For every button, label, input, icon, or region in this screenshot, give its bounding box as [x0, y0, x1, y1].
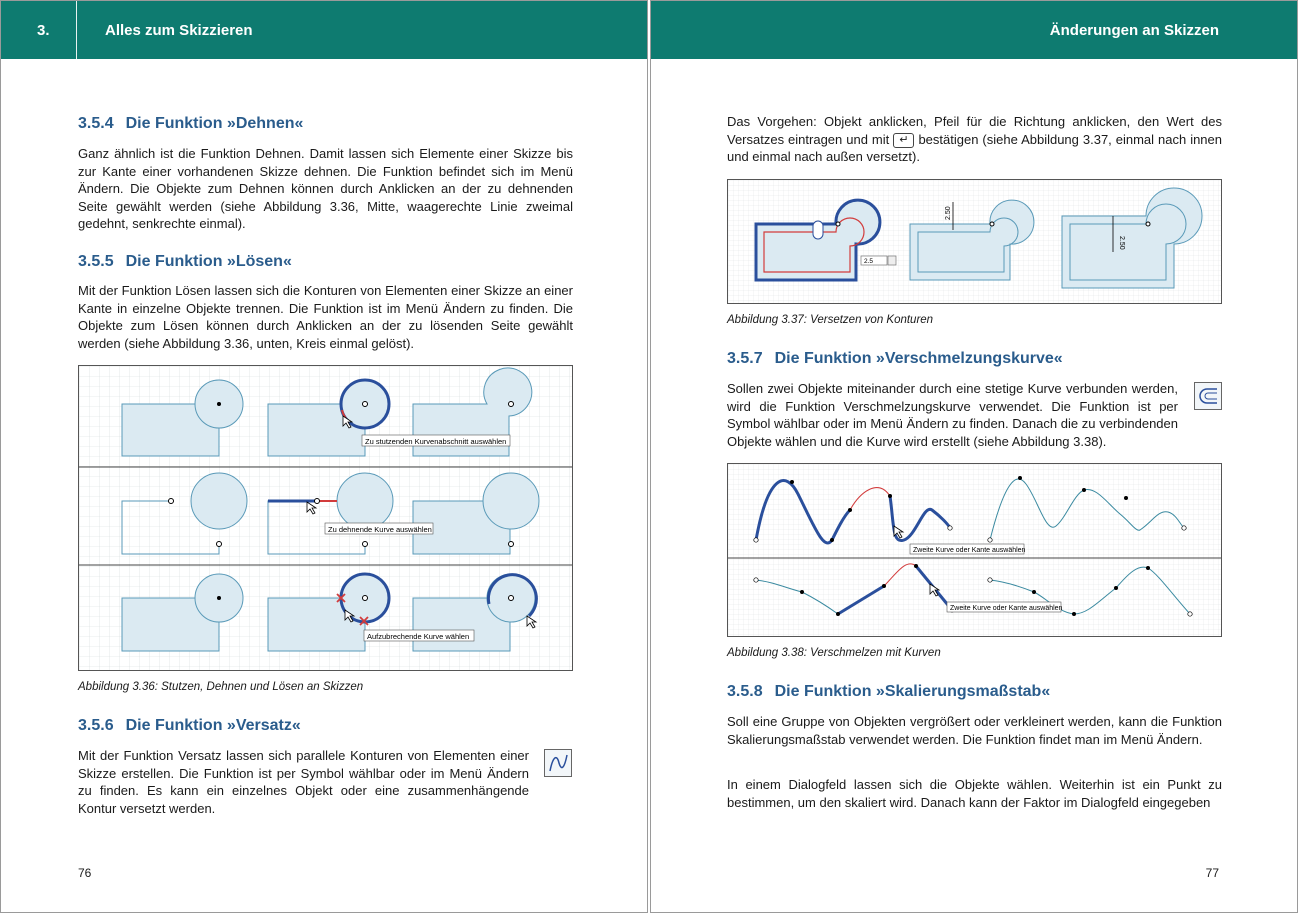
- section-heading-3-5-4: [78, 115, 303, 133]
- figure-3-36: [78, 365, 573, 671]
- section-heading-3-5-7: [727, 350, 1063, 368]
- figure-3-36-drawing: [79, 366, 573, 671]
- section-title: Die Funktion »Skalierungsmaßstab«: [774, 683, 1051, 700]
- section-paragraph: Sollen zwei Objekte miteinander durch eine stetige Kurve verbunden werden, wird die Funktion Verschmelzungskurve verwendet. Die Funktion ist per Symbol wählbar oder im Menü Ändern zu finden. Danach die zu verbindenden Objekte wählen und die Kurve wird erstellt (siehe Abbildung 3.38).: [727, 381, 1178, 449]
- tooltip-trim: Zu stutzenden Kurvenabschnitt auswählen: [365, 437, 507, 446]
- chapter-header: [651, 1, 1297, 59]
- section-title: Die Funktion »Lösen«: [125, 253, 292, 270]
- offset-input-value: 2.5: [864, 258, 874, 265]
- figure-3-37: [727, 179, 1222, 304]
- dimension-label: 2.50: [1118, 236, 1125, 250]
- section-paragraph: Mit der Funktion Lösen lassen sich die Konturen von Elementen einer Skizze an einer Kante in einzelne Objekte trennen. Die Funktion ist im Menü Ändern zu finden. Die Objekte zum Lösen können durch Anklicken an der zu lösenden Seite gewählt werden (siehe Abbildung 3.36, unten, Kreis einmal gelöst).: [78, 283, 573, 351]
- section-paragraph: Soll eine Gruppe von Objekten vergrößert oder verkleinert werden, kann die Funktion Skalierungsmaßstab verwendet werden. Die Funktion findet man im Menü Ändern.: [727, 714, 1222, 747]
- tooltip-second-curve: Zweite Kurve oder Kante auswählen: [913, 547, 1026, 554]
- figure-caption: Abbildung 3.36: Stutzen, Dehnen und Lösen an Skizzen: [78, 681, 364, 693]
- offset-tool-icon: [544, 749, 572, 777]
- intro-text-a: Das Vorgehen: Objekt anklicken, Pfeil für die Richtung anklicken, den Wert des Versatzes eintragen und mit: [727, 114, 1222, 147]
- chapter-number: 3.: [1, 1, 77, 59]
- chapter-title: Änderungen an Skizzen: [1049, 22, 1219, 39]
- section-paragraph: Ganz ähnlich ist die Funktion Dehnen. Damit lassen sich Elemente einer Skizze bis zur Kante einer vorhandenen Skizze dehnen. Die Funktion befindet sich im Menü Ändern. Die Objekte zum Dehnen können durch Anklicken an der zu dehnenden Seite gewählt werden (siehe Abbildung 3.36, Mitte, waagerechte Linie zweimal gedehnt, senkrechte einmal).: [78, 146, 573, 231]
- chapter-title: Alles zum Skizzieren: [105, 22, 253, 39]
- right-page: [650, 0, 1298, 913]
- tooltip-break: Aufzubrechende Kurve wählen: [367, 632, 470, 641]
- section-title: Die Funktion »Versatz«: [125, 717, 301, 734]
- section-number: 3.5.5: [78, 253, 114, 270]
- chapter-header: [1, 1, 647, 59]
- intro-paragraph: [727, 113, 1222, 166]
- section-title: Die Funktion »Verschmelzungskurve«: [774, 350, 1063, 367]
- figure-caption: Abbildung 3.38: Verschmelzen mit Kurven: [727, 647, 941, 659]
- section-title: Die Funktion »Dehnen«: [125, 115, 304, 132]
- page-number: 76: [78, 866, 92, 880]
- section-heading-3-5-5: [78, 253, 292, 271]
- figure-3-37-drawing: [728, 180, 1222, 304]
- blend-curve-tool-icon: [1194, 382, 1222, 410]
- section-heading-3-5-8: [727, 683, 1050, 701]
- section-number: 3.5.8: [727, 683, 763, 700]
- figure-3-38: [727, 463, 1222, 637]
- figure-3-38-drawing: [728, 464, 1222, 637]
- left-page: [0, 0, 648, 913]
- enter-key-icon: ↵: [893, 133, 914, 148]
- intro-text-b: bestätigen (siehe Abbildung 3.37, einmal nach innen und einmal nach außen versetzt).: [727, 131, 1222, 164]
- tooltip-second-curve: Zweite Kurve oder Kante auswählen: [950, 605, 1063, 612]
- figure-caption: Abbildung 3.37: Versetzen von Konturen: [727, 314, 934, 326]
- tooltip-extend: Zu dehnende Kurve auswählen: [328, 525, 432, 534]
- section-paragraph-2: In einem Dialogfeld lassen sich die Objekte wählen. Weiterhin ist ein Punkt zu bestimmen, um den skaliert wird. Danach kann der Faktor im Dialogfeld eingegeben: [727, 777, 1222, 810]
- section-number: 3.5.4: [78, 115, 114, 132]
- page-number: 77: [1205, 866, 1219, 880]
- section-paragraph: Mit der Funktion Versatz lassen sich parallele Konturen von Elementen einer Skizze erstellen. Die Funktion ist per Symbol wählbar oder im Menü Ändern zu finden. Es kann ein einzelnes Objekt oder eine zusammenhängende Kontur versetzt werden.: [78, 748, 529, 816]
- dimension-label: 2.50: [945, 206, 952, 220]
- section-number: 3.5.6: [78, 717, 114, 734]
- section-heading-3-5-6: [78, 717, 301, 735]
- section-number: 3.5.7: [727, 350, 763, 367]
